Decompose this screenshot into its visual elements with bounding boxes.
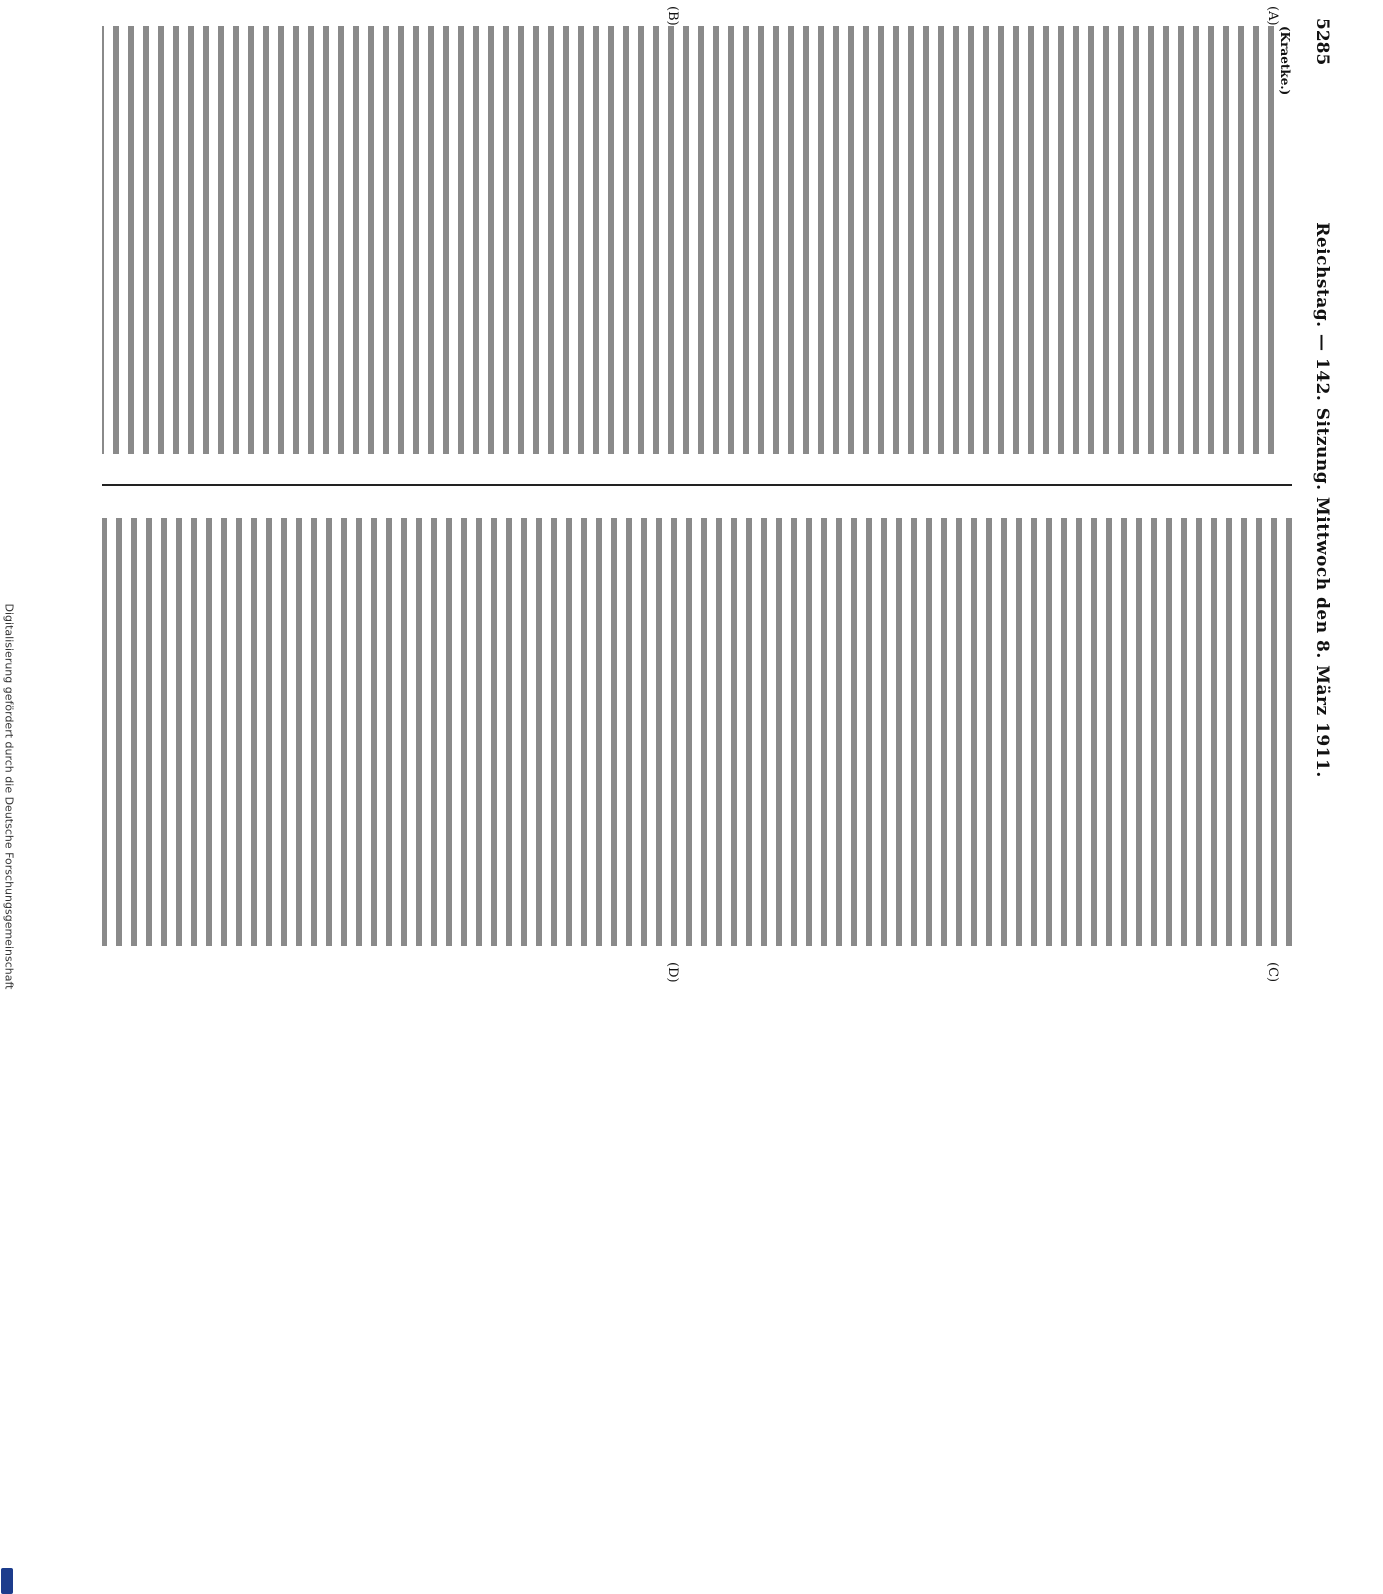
margin-marker-a: (A) bbox=[1265, 6, 1280, 26]
rotated-page bbox=[50, 6, 1340, 988]
left-column bbox=[102, 26, 1292, 454]
page-title: Reichstag. — 142. Sitzung. Mittwoch den 8. März 1911. bbox=[1312, 222, 1332, 778]
dfg-logo bbox=[1, 1568, 13, 1594]
margin-marker-b: (B) bbox=[665, 6, 680, 26]
page-number: 5285 bbox=[1312, 18, 1332, 66]
column-divider bbox=[102, 484, 1292, 486]
speaker-continuation: (Kraetke.) bbox=[1278, 26, 1292, 96]
page-header bbox=[1298, 12, 1340, 988]
column-text-texture bbox=[102, 26, 1274, 454]
right-column bbox=[102, 518, 1292, 946]
digitization-credit bbox=[0, 600, 14, 995]
margin-marker-c: (C) bbox=[1265, 962, 1280, 983]
column-text-texture bbox=[102, 518, 1292, 946]
credit-text: Digitalisierung gefördert durch die Deutsche Forschungsgemeinschaft bbox=[2, 603, 16, 990]
margin-marker-d: (D) bbox=[665, 962, 680, 983]
